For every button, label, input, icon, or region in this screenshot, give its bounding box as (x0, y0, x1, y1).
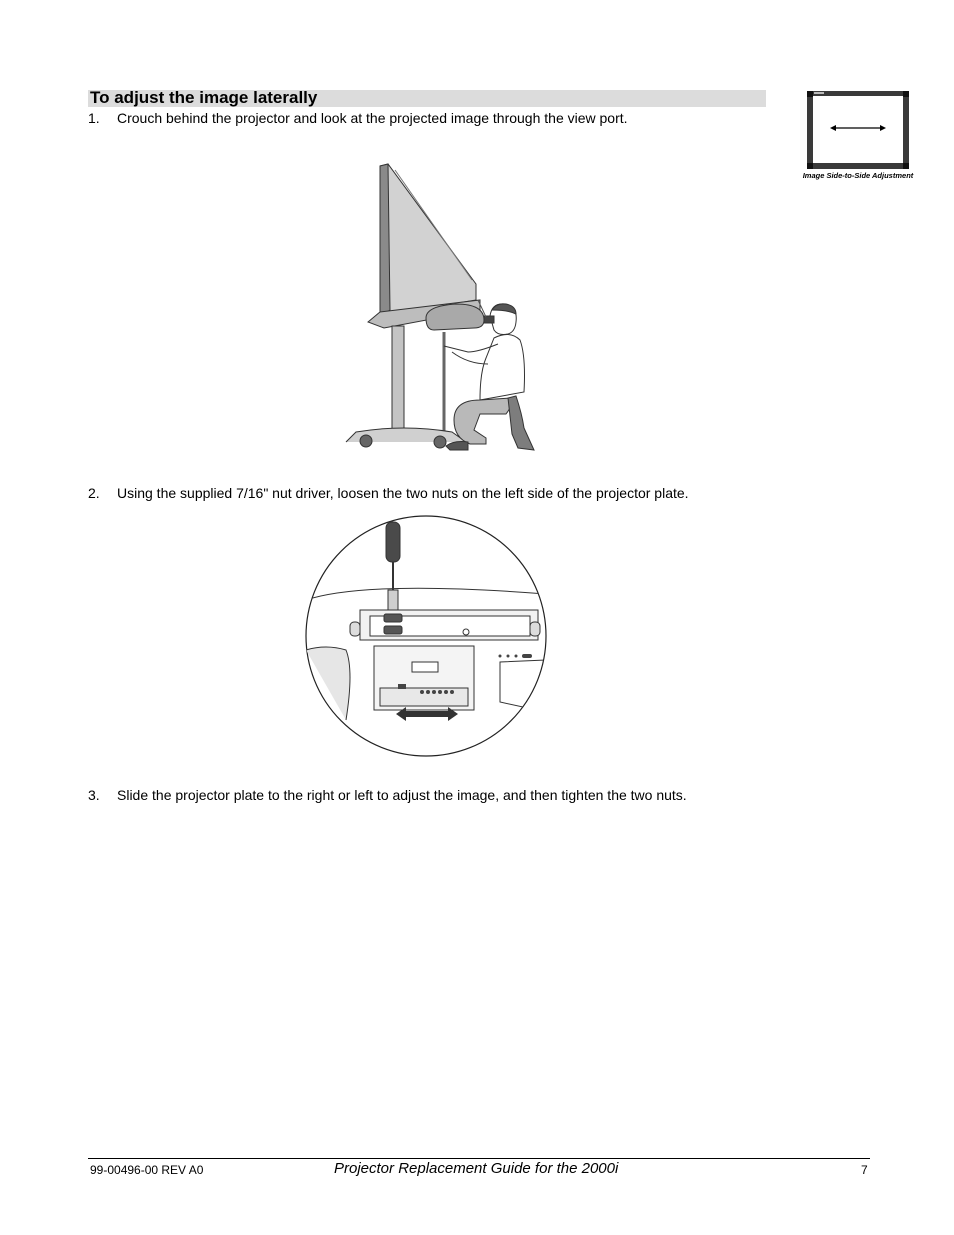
step-number: 2. (88, 485, 100, 501)
step-text: Slide the projector plate to the right or left to adjust the image, and then tighten the two nuts. (117, 787, 687, 803)
footer-title: Projector Replacement Guide for the 2000i (334, 1160, 619, 1177)
step-2 (88, 484, 689, 502)
nut-driver-detail-figure (300, 510, 552, 762)
step-1 (88, 109, 628, 127)
section-heading: To adjust the image laterally (90, 88, 318, 107)
step-text: Using the supplied 7/16" nut driver, loosen the two nuts on the left side of the projector plate. (117, 485, 689, 501)
sidebar-figure-caption: Image Side-to-Side Adjustment (802, 171, 914, 180)
step-text: Crouch behind the projector and look at the projected image through the view port. (117, 110, 628, 126)
person-viewing-projector-figure (340, 160, 540, 458)
page-number: 7 (861, 1163, 868, 1177)
step-3 (88, 786, 687, 804)
step-number: 3. (88, 787, 100, 803)
step-number: 1. (88, 110, 100, 126)
footer-doc-number: 99-00496-00 REV A0 (90, 1163, 204, 1177)
footer-divider (88, 1158, 870, 1159)
board-side-to-side-figure (806, 90, 910, 170)
